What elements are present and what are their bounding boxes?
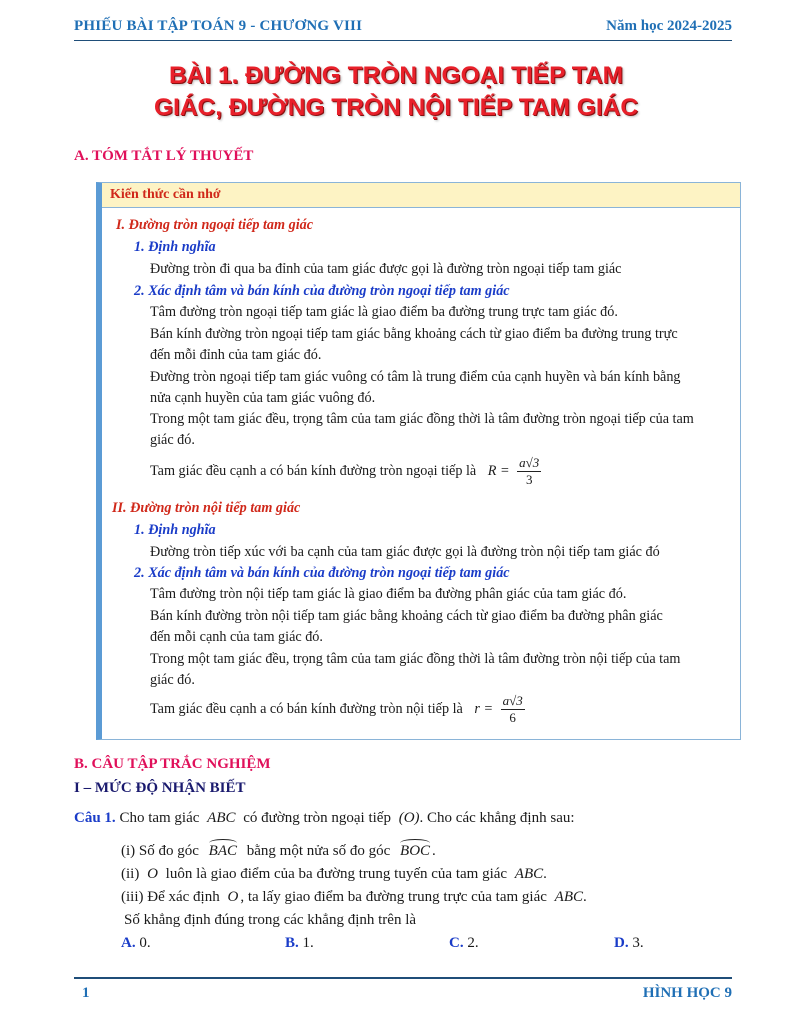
angle-arc: BOC [400, 843, 431, 859]
answer-key: C. [449, 935, 464, 951]
part1-def-title: 1. Định nghĩa [134, 239, 216, 255]
answer-option-b[interactable] [285, 935, 314, 952]
statement-text: (iii) Để xác định [121, 889, 220, 905]
statement-text: . [583, 889, 587, 905]
level-heading: I – MỨC ĐỘ NHẬN BIẾT [74, 780, 246, 796]
question-stem [74, 810, 575, 827]
answer-option-c[interactable] [449, 935, 479, 952]
statement-text: luôn là giao điểm của ba đường trung tuyến của tam giác [165, 866, 508, 882]
part2-formula [150, 693, 525, 726]
statement-text: (i) Số đo góc [121, 843, 199, 859]
part2-det-title: 2. Xác định tâm và bán kính của đường tròn ngoại tiếp tam giác [134, 565, 510, 581]
statement-iii [121, 889, 587, 906]
part2-formula-numerator: a√3 [502, 693, 523, 708]
question-closing: Số khẳng định đúng trong các khẳng định trên là [124, 912, 417, 928]
part1-line: Tâm đường tròn ngoại tiếp tam giác là giao điểm ba đường trung trực tam giác đó. [150, 304, 618, 320]
section-a-heading: A. TÓM TẮT LÝ THUYẾT [74, 148, 254, 164]
section-b-heading: B. CÂU TẬP TRẮC NGHIỆM [74, 756, 271, 772]
lesson-title-line2: GIÁC, ĐƯỜNG TRÒN NỘI TIẾP TAM GIÁC [153, 94, 639, 121]
part1-formula-text: Tam giác đều cạnh a có bán kính đường tròn ngoại tiếp là [150, 462, 477, 479]
part2-line: Tâm đường tròn nội tiếp tam giác là giao điểm ba đường phân giác của tam giác đó. [150, 586, 627, 602]
part1-formula-fraction [517, 455, 541, 488]
statement-text: (ii) [121, 866, 140, 882]
stem-text: . Cho các khẳng định sau: [419, 810, 575, 826]
statement-math: ABC [554, 889, 583, 905]
answer-option-a[interactable] [121, 935, 151, 952]
part1-line: đến mỗi đỉnh của tam giác đó. [150, 347, 322, 363]
part1-formula [150, 455, 541, 488]
part2-line: giác đó. [150, 672, 195, 688]
part1-line: Trong một tam giác đều, trọng tâm của tam giác đồng thời là tâm đường tròn ngoại tiếp của tam [150, 411, 694, 427]
statement-text: . [543, 866, 547, 882]
knowledge-box [96, 182, 741, 740]
part2-def-text: Đường tròn tiếp xúc với ba cạnh của tam giác được gọi là đường tròn nội tiếp tam giác đó [150, 544, 660, 560]
statement-i [121, 843, 436, 860]
answer-value: 0. [139, 935, 151, 951]
statement-text: bằng một nửa số đo góc [246, 843, 391, 859]
part2-formula-fraction [501, 693, 525, 726]
header-title: PHIẾU BÀI TẬP TOÁN 9 - CHƯƠNG VIII [74, 18, 363, 34]
header-year: Năm học 2024-2025 [606, 18, 732, 34]
part2-formula-denominator: 6 [509, 710, 516, 725]
answer-key: A. [121, 935, 136, 951]
part2-title: II. Đường tròn nội tiếp tam giác [112, 500, 301, 516]
page-footer [74, 977, 732, 1001]
question-label: Câu 1. [74, 810, 116, 826]
answer-key: B. [285, 935, 299, 951]
part2-line: đến mỗi cạnh của tam giác đó. [150, 629, 323, 645]
stem-text: có đường tròn ngoại tiếp [243, 810, 391, 826]
footer-subject: HÌNH HỌC 9 [642, 985, 732, 1001]
answer-value: 2. [467, 935, 479, 951]
lesson-title [0, 60, 792, 124]
answer-value: 3. [632, 935, 644, 951]
stem-math: ABC [207, 810, 236, 826]
part1-line: Đường tròn ngoại tiếp tam giác vuông có tâm là trung điểm của cạnh huyền và bán kính bằng [150, 369, 681, 385]
part2-line: Bán kính đường tròn nội tiếp tam giác bằng khoảng cách từ giao điểm ba đường phân giác [150, 608, 663, 624]
page-header [74, 18, 732, 41]
part1-line: nửa cạnh huyền của tam giác vuông đó. [150, 390, 376, 406]
part2-formula-text: Tam giác đều cạnh a có bán kính đường tròn nội tiếp là [150, 700, 463, 717]
part2-line: Trong một tam giác đều, trọng tâm của tam giác đồng thời là tâm đường tròn nội tiếp của tam [150, 651, 681, 667]
answer-option-d[interactable] [614, 935, 644, 952]
stem-text: Cho tam giác [119, 810, 200, 826]
angle-arc: BAC [208, 843, 238, 859]
part1-formula-denominator: 3 [525, 472, 533, 487]
part1-line: giác đó. [150, 432, 195, 448]
statement-ii [121, 866, 547, 883]
part1-title: I. Đường tròn ngoại tiếp tam giác [116, 217, 314, 233]
knowledge-box-title: Kiến thức cần nhớ [110, 187, 221, 202]
part1-formula-numerator: a√3 [519, 455, 540, 470]
stem-math: (O) [398, 810, 420, 826]
answer-key: D. [614, 935, 629, 951]
part1-line: Bán kính đường tròn ngoại tiếp tam giác bằng khoảng cách từ giao điểm ba đường trung trực [150, 326, 678, 342]
statement-math: ABC [514, 866, 544, 882]
knowledge-box-header [102, 183, 740, 208]
lesson-title-line1: BÀI 1. ĐƯỜNG TRÒN NGOẠI TIẾP TAM [168, 62, 624, 89]
part1-det-title: 2. Xác định tâm và bán kính của đường tròn ngoại tiếp tam giác [134, 283, 510, 299]
statement-math: O [227, 889, 239, 905]
part2-formula-lhs: r = [474, 700, 494, 717]
part2-def-title: 1. Định nghĩa [134, 522, 216, 538]
statement-text: . [432, 843, 436, 859]
part1-def-text: Đường tròn đi qua ba đỉnh của tam giác được gọi là đường tròn ngoại tiếp tam giác [150, 261, 622, 277]
answer-value: 1. [302, 935, 314, 951]
page-number: 1 [82, 985, 90, 1001]
statement-math: O [147, 866, 158, 882]
statement-text: , ta lấy giao điểm ba đường trung trực của tam giác [240, 889, 547, 905]
part1-formula-lhs: R = [487, 462, 510, 479]
